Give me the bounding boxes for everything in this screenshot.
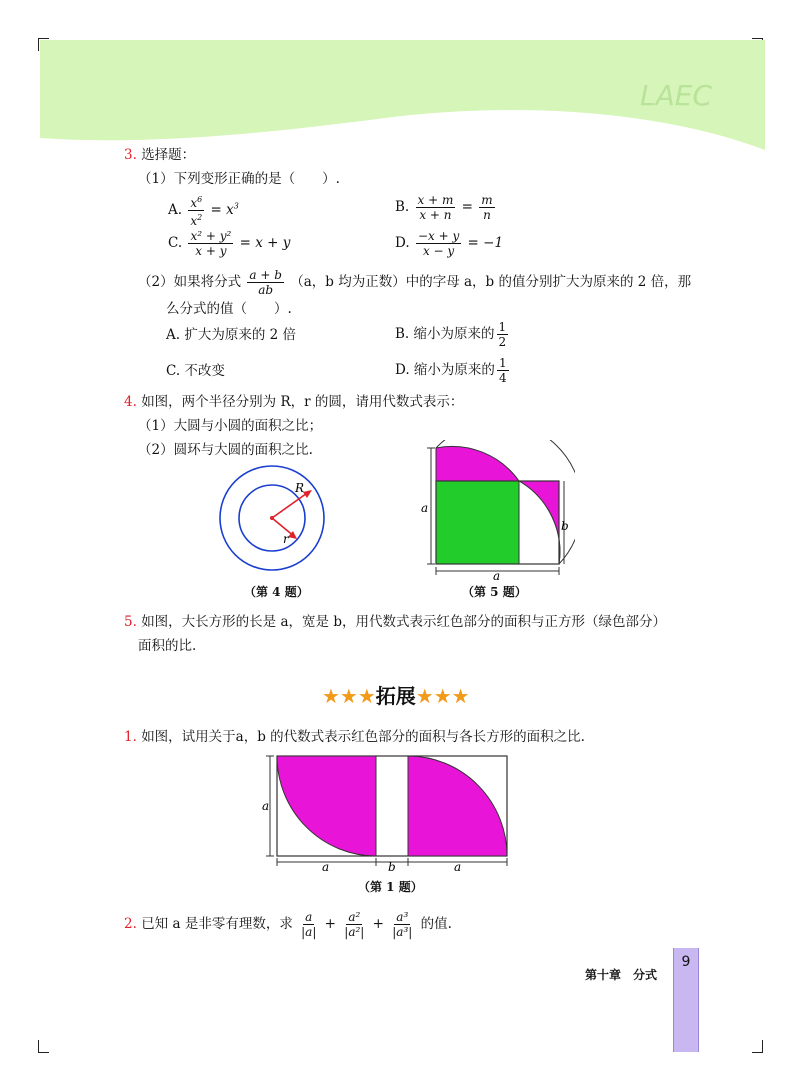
figure-e1-caption: （第 1 题） — [358, 880, 423, 894]
crop-mark — [38, 1040, 49, 1053]
q3-option-b: B. $\frac{x + m}{x + n}$ = $\frac{m}{n}$ — [395, 193, 493, 222]
figure-e1-rectangles — [262, 752, 522, 874]
fig5-label-a-side: a — [421, 501, 429, 515]
q3-part2-option-c: C. 不改变 — [166, 363, 225, 379]
extension-heading: ★★★拓展★★★ — [322, 684, 470, 708]
q3-option-c: C. $\frac{\text{x² + y²}}{x + y}$ = x + y — [168, 229, 291, 258]
q3-part1-prompt: （1）下列变形正确的是（ ）. — [138, 171, 340, 187]
label-r: r — [283, 532, 289, 546]
magenta-top-sector — [436, 446, 519, 481]
q4-title: 4. 如图，两个半径分别为 R，r 的圆，请用代数式表示： — [124, 394, 464, 410]
page-number: 9 — [681, 954, 691, 970]
star-icon: ★★★ — [322, 684, 376, 708]
q3-part2-option-a: A. 扩大为原来的 2 倍 — [166, 327, 297, 343]
e1-label-a2: a — [454, 860, 462, 874]
fig5-label-b: b — [561, 519, 569, 533]
header-decor-text: LAEC — [640, 79, 712, 112]
label-R: R — [295, 481, 305, 495]
star-icon: ★★★ — [415, 684, 470, 708]
q4-sub1: （1）大圆与小圆的面积之比； — [138, 418, 323, 434]
figure-5-rectangle — [415, 440, 575, 582]
figure-4-circles — [215, 465, 335, 580]
q5-line2: 面积的比. — [138, 638, 197, 654]
q4-sub2: （2）圆环与大圆的面积之比. — [138, 442, 313, 458]
q5-line1: 5. 如图，大长方形的长是 a，宽是 b，用代数式表示红色部分的面积与正方形（绿色部分） — [124, 614, 666, 630]
e1-label-b: b — [388, 860, 396, 874]
page-tab — [673, 948, 699, 1052]
green-square — [436, 481, 519, 564]
q3-part2-prompt: （2）如果将分式 $\frac{a + b}{ab}$ （a，b 均为正数）中的字母 a，b 的值分别扩大为原来的 2 倍，那 — [138, 268, 692, 297]
q3-part2-option-d: D. 缩小为原来的 $\frac{1}{4}$ — [395, 356, 507, 385]
q3-title: 3. 选择题： — [124, 147, 196, 163]
e2-question: 2. 已知 a 是非零有理数，求 $\frac{a}{|a|}$ + $\frac{\text{a²}}{\text{|a²|}}$ + $\frac{\text{a³}}{\text{|a³|}}$ 的值. — [124, 910, 452, 939]
q3-option-d: D. $\frac{-x + y}{x - y}$ = −1 — [395, 229, 504, 258]
header-banner — [40, 40, 765, 150]
e1-title: 1. 如图，试用关于a，b 的代数式表示红色部分的面积与各长方形的面积之比. — [124, 729, 585, 745]
figure-4-caption: （第 4 题） — [244, 585, 309, 599]
chapter-label: 第十章 分式 — [585, 968, 658, 982]
fig5-label-a-bottom: a — [493, 569, 501, 582]
e1-label-a-left: a — [262, 799, 270, 813]
figure-5-caption: （第 5 题） — [462, 585, 527, 599]
crop-mark — [752, 1040, 763, 1053]
e1-label-a1: a — [322, 860, 330, 874]
q3-part2-option-b: B. 缩小为原来的 $\frac{1}{2}$ — [395, 320, 507, 349]
q3-part2-line2: 么分式的值（ ）. — [166, 301, 292, 317]
q3-option-a: A. $\frac{x^6}{x^2}$ = $x^3$ — [168, 195, 239, 228]
